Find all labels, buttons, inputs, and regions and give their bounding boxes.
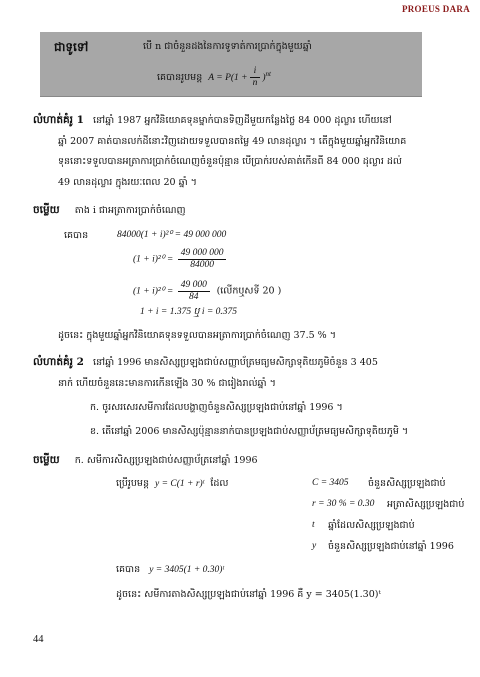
solution1-eq1: 84000(1 + i)²⁰ = 49 000 000 — [117, 230, 227, 240]
solution2-gets: គេបាន — [116, 564, 141, 575]
solution2-title-line — [33, 454, 258, 467]
var2-desc: អត្រាសិស្សប្រឡងជាប់ — [387, 499, 465, 510]
solution1-intro-line — [33, 204, 186, 217]
formula-lhs: A = P — [208, 73, 231, 83]
example1-text-1: នៅឆ្នាំ 1987 អ្នកវិនិយោគទុនម្នាក់បានទិញដីមួយកន្លែងថ្លៃ 84 000 ដុល្លារ ហើយនៅ — [93, 115, 392, 126]
example2-text-1: នៅឆ្នាំ 1996 មានសិស្សប្រឡងជាប់សញ្ញាប័ត្រមធ្យមសិក្សាទុតិយភូមិចំនួន 3 405 — [93, 357, 378, 368]
running-header: PROEUS DARA — [401, 4, 470, 14]
eq2-den: 84000 — [190, 260, 214, 270]
solution1-label: ចម្លើយ — [33, 204, 60, 216]
solution1-eq2 — [133, 248, 228, 271]
eq2-lhs: (1 + i)²⁰ = — [133, 254, 174, 265]
solution2-a-title: ក. សមីការសិស្សប្រឡងជាប់សញ្ញាប័ត្រនៅឆ្នាំ 1996 — [74, 455, 258, 466]
var1-desc: ចំនួនសិស្សប្រឡងជាប់ — [368, 478, 446, 489]
solution2-use: ប្រើរូបមន្ត — [116, 478, 149, 489]
var3-desc: ឆ្នាំដែលសិស្សប្រឡងជាប់ — [328, 520, 415, 531]
eq3-note: (លើកឬសទី 20 ) — [216, 285, 282, 297]
formula-prefix: គេបានរូបមន្ត — [157, 72, 203, 83]
formula-fraction-den: n — [252, 78, 258, 88]
eq3-fraction — [178, 280, 210, 303]
eq3-den: 84 — [189, 292, 199, 302]
solution1-gets: គេបាន — [64, 230, 89, 241]
eq3-lhs: (1 + i)²⁰ = — [133, 286, 174, 297]
solution2-result: y = 3405(1 + 0.30)ᵗ — [149, 565, 225, 575]
solution1-eq4: 1 + i = 1.375 ឬ i = 0.375 — [140, 307, 238, 317]
var3-symbol: t — [312, 520, 315, 530]
solution1-eq3 — [133, 280, 281, 303]
formula-fraction — [250, 66, 261, 89]
formula-exponent: nt — [265, 69, 271, 78]
eq2-num: 49 000 000 — [178, 248, 227, 260]
example1-text-2: ឆ្នាំ 2007 គាត់បានលក់ដីនោះវិញដោយទទួលបានតម្លៃ 49 លានដុល្លារ ។ តើក្នុងមួយឆ្នាំអ្នកវិនិយោគ — [58, 136, 407, 147]
eq2-fraction — [178, 248, 227, 271]
example1-paragraph-1 — [33, 114, 392, 127]
eq3-num: 49 000 — [178, 280, 210, 292]
solution1-conclusion: ដូចនេះ ក្នុងមួយឆ្នាំអ្នកវិនិយោគទុនទទួលបានអត្រាការប្រាក់ចំណេញ 37.5 % ។ — [58, 330, 336, 341]
solution2-formula: y = C(1 + r)ᵗ — [155, 479, 205, 489]
formula-open: (1 + — [230, 73, 248, 83]
solution2-where: ដែល — [210, 478, 229, 489]
example1-title: លំហាត់គំរូ 1 — [33, 114, 84, 126]
solution2-formula-line — [116, 477, 228, 491]
definition-label: ជាទូទៅ — [54, 40, 89, 54]
example2-question-b: ខ. តើនៅឆ្នាំ 2006 មានសិស្សប៉ុន្មាននាក់បានប្រឡងជាប់សញ្ញាប័ត្រមធ្យមសិក្សាទុតិយភូមិ ។ — [90, 426, 409, 437]
definition-box — [40, 32, 422, 97]
example2-text-2: នាក់ ហើយចំនួននេះមានការកើនឡើង 30 % ជារៀងរាល់ឆ្នាំ ។ — [58, 378, 276, 389]
var1-symbol: C = 3405 — [312, 478, 349, 488]
solution2-conclusion: ដូចនេះ សមីការតាងសិស្សប្រឡងជាប់នៅឆ្នាំ 1996 គឺ y = 3405(1.30)ᵗ — [116, 589, 381, 600]
solution2-result-line — [116, 563, 224, 577]
solution2-label: ចម្លើយ — [33, 454, 60, 466]
example1-text-4: 49 លានដុល្លារ ក្នុងរយៈពេល 20 ឆ្នាំ ។ — [58, 177, 197, 188]
var2-symbol: r = 30 % = 0.30 — [312, 499, 375, 509]
definition-text: បើ n ជាចំនួនដងនៃការទូទាត់ការប្រាក់ក្នុងមួយឆ្នាំ — [143, 41, 312, 52]
example1-text-3: ទុននោះទទួលបានអត្រាការប្រាក់ចំណេញចំនួនប៉ុន្មាន បើប្រាក់របស់គាត់កើនពី 84 000 ដុល្លារ ដល់ — [58, 156, 402, 167]
solution1-intro: តាង i ជាអត្រាការប្រាក់ចំណេញ — [74, 205, 186, 216]
page-number: 44 — [33, 634, 44, 645]
formula-fraction-num: i — [250, 66, 261, 78]
var4-desc: ចំនួនសិស្សប្រឡងជាប់នៅឆ្នាំ 1996 — [328, 541, 454, 552]
definition-formula — [157, 66, 271, 89]
example2-paragraph-1 — [33, 356, 378, 369]
var4-symbol: y — [312, 541, 317, 551]
example2-title: លំហាត់គំរូ 2 — [33, 356, 84, 368]
example2-question-a: ក. ចូរសរសេរសមីការដែលបង្ហាញចំនួនសិស្សប្រឡងជាប់នៅឆ្នាំ 1996 ។ — [90, 402, 343, 413]
formula-close: ) — [262, 73, 266, 83]
